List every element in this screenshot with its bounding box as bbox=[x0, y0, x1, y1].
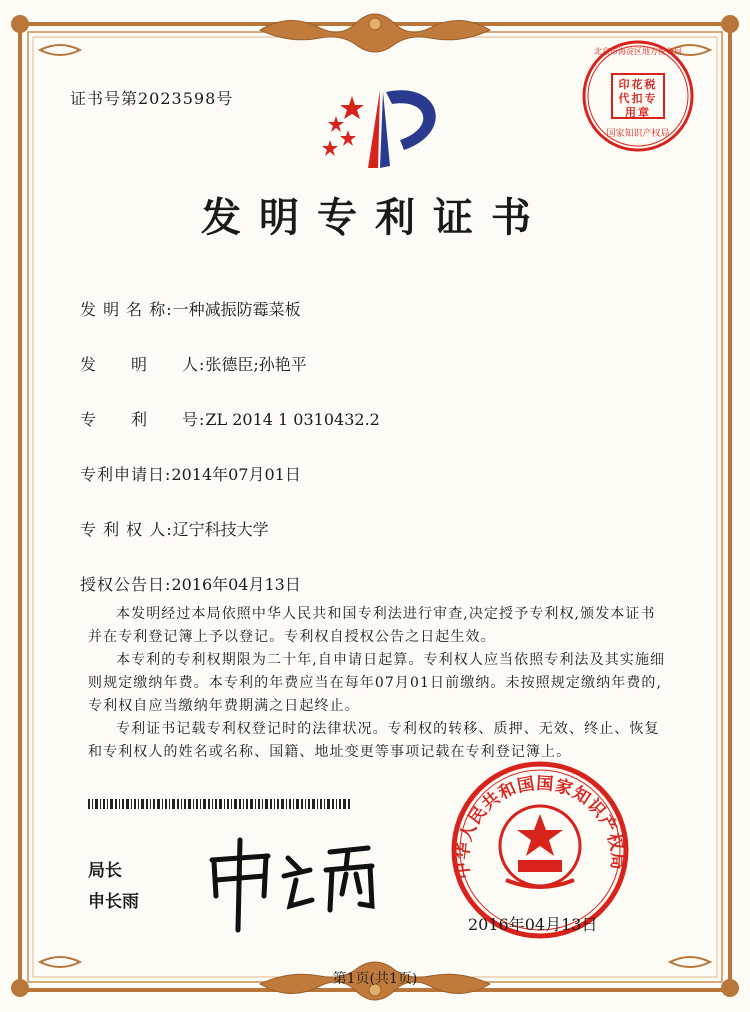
agent-seal-text: 北京市海淀区地方税务局 bbox=[594, 47, 682, 56]
top-ornament-icon bbox=[260, 14, 490, 52]
agent-seal-inner-text: 印花税代扣专用章 bbox=[618, 78, 658, 119]
patent-number-field bbox=[80, 407, 380, 430]
signatory-title: 局长 bbox=[88, 861, 122, 881]
patent-office-logo-icon bbox=[322, 90, 436, 168]
field-label: 发 明 人: bbox=[80, 355, 206, 374]
signatory-name: 申长雨 bbox=[88, 892, 139, 912]
field-label: 发 明 名 称: bbox=[80, 300, 173, 319]
body-paragraph: 本发明经过本局依照中华人民共和国专利法进行审查,决定授予专利权,颁发本证书并在专利登记簿上予以登记。专利权自授权公告之日起生效。 bbox=[88, 606, 656, 645]
field-value: 张德臣;孙艳平 bbox=[205, 355, 307, 374]
signature-icon bbox=[212, 840, 372, 930]
inventor-field bbox=[80, 352, 307, 375]
page-number: 第1页(共1页) bbox=[332, 971, 418, 987]
svg-text:中华人民共和国国家知识产权局 bbox=[452, 774, 628, 880]
field-label: 专利申请日: bbox=[80, 465, 172, 484]
invention-name-field bbox=[80, 297, 301, 320]
seal-date: 2016年04月13日 bbox=[468, 915, 598, 934]
certificate-body bbox=[88, 603, 670, 764]
field-value: 辽宁科技大学 bbox=[172, 520, 269, 539]
field-value: 2014年07月01日 bbox=[171, 465, 301, 484]
field-label: 授权公告日: bbox=[80, 575, 172, 594]
application-date-field bbox=[80, 462, 301, 485]
field-value: ZL 2014 1 0310432.2 bbox=[205, 410, 380, 429]
page-title: 发明专利证书 bbox=[201, 194, 549, 241]
body-paragraph: 本专利的专利权期限为二十年,自申请日起算。专利权人应当依照专利法及其实施细则规定缴纳年费。本专利的年费应当在每年07月01日前缴纳。未按照规定缴纳年费的,专利权自应当缴纳年费期满之日起终止。 bbox=[88, 652, 666, 714]
certificate-number: 证书号第2023598号 bbox=[70, 89, 234, 108]
body-paragraph: 专利证书记载专利权登记时的法律状况。专利权的转移、质押、无效、终止、恢复和专利权人的姓名或名称、国籍、地址变更等事项记载在专利登记簿上。 bbox=[88, 721, 660, 760]
field-value: 一种减振防霉菜板 bbox=[172, 300, 301, 319]
agent-seal-bottom-text: 国家知识产权局 bbox=[606, 129, 670, 139]
field-label: 专 利 号: bbox=[80, 410, 206, 429]
field-label: 专 利 权 人: bbox=[80, 520, 173, 539]
patentee-field bbox=[80, 517, 269, 540]
grant-date-field bbox=[80, 572, 301, 595]
official-seal-text: 中华人民共和国国家知识产权局 bbox=[452, 773, 628, 880]
barcode bbox=[88, 799, 350, 809]
field-value: 2016年04月13日 bbox=[171, 575, 301, 594]
